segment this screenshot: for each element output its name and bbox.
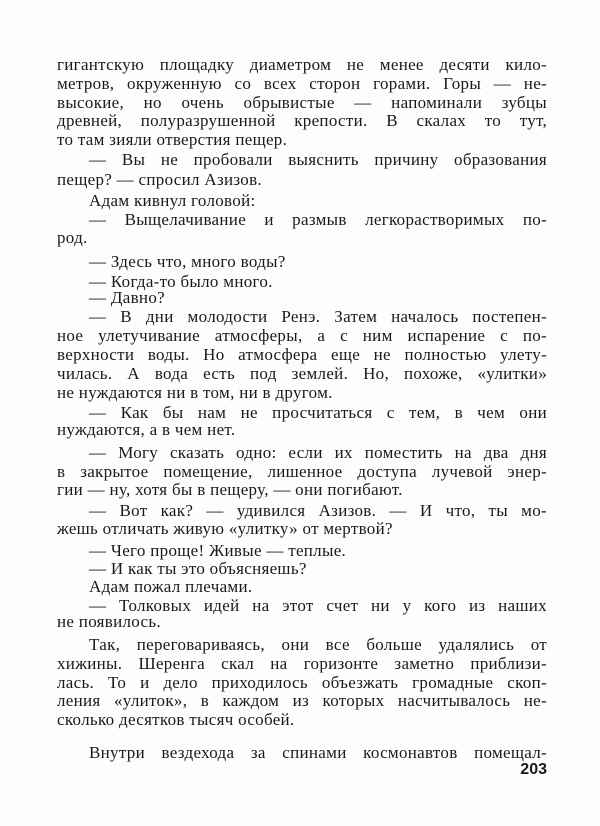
text-line: то там зияли отверстия пещер. [57,130,288,149]
text-line: верхности воды. Но атмосфера еще не полностью улету- [57,345,547,364]
text-line: не появилось. [57,612,161,631]
text-line: Адам кивнул головой: [89,191,256,210]
text-line: метров, окруженную со всех сторон горами. Горы — не- [57,74,547,93]
text-line: — Вот как? — удивился Азизов. — И что, ты мо- [89,501,547,520]
text-line: — Как бы нам не просчитаться с тем, в чем они [89,403,547,422]
text-line: — Выщелачивание и размыв легкорастворимых по- [89,210,547,229]
text-line: — Могу сказать одно: если их поместить на два дня [89,443,547,462]
text-line: род. [57,228,88,247]
text-line: лась. То и дело приходилось объезжать громадные скоп- [57,673,547,692]
text-line: гигантскую площадку диаметром не менее десяти кило- [57,55,547,74]
text-line: Так, переговариваясь, они все больше удалялись от [89,635,547,654]
text-line: ное улетучивание атмосферы, а с ним испарение с по- [57,326,547,345]
page-number: 203 [520,761,547,778]
text-line: сколько десятков тысяч особей. [57,710,295,729]
text-line: — Когда-то было много. [89,272,273,291]
text-line: — Чего проще! Живые — теплые. [89,541,347,560]
text-line: чилась. А вода есть под землей. Но, похоже, «улитки» [57,364,547,383]
text-line: ления «улиток», в каждом из которых насчитывалось не- [57,691,547,710]
text-line: — В дни молодости Ренэ. Затем началось постепен- [89,307,547,326]
text-line: — Вы не пробовали выяснить причину образования [89,150,547,169]
text-line: — Здесь что, много воды? [89,252,286,271]
text-line: — Толковых идей на этот счет ни у кого из наших [89,596,547,615]
text-line: гии — ну, хотя бы в пещеру, — они погибают. [57,480,403,499]
text-line: не нуждаются ни в том, ни в другом. [57,383,333,402]
text-line: — И как ты это объясняешь? [89,559,307,578]
text-line: высокие, но очень обрывистые — напоминали зубцы [57,93,547,112]
text-line: нуждаются, а в чем нет. [57,420,236,439]
text-line: хижины. Шеренга скал на горизонте заметно приблизи- [57,654,547,673]
text-line: Адам пожал плечами. [89,577,253,596]
text-line: древней, полуразрушенной крепости. В скалах то тут, [57,111,547,130]
text-line: — Давно? [89,288,165,307]
text-line: в закрытое помещение, лишенное доступа лучевой энер- [57,462,547,481]
text-line: жешь отличать живую «улитку» от мертвой? [57,519,393,538]
text-line: пещер? — спросил Азизов. [57,170,262,189]
text-line: Внутри вездехода за спинами космонавтов помещал- [89,743,547,762]
